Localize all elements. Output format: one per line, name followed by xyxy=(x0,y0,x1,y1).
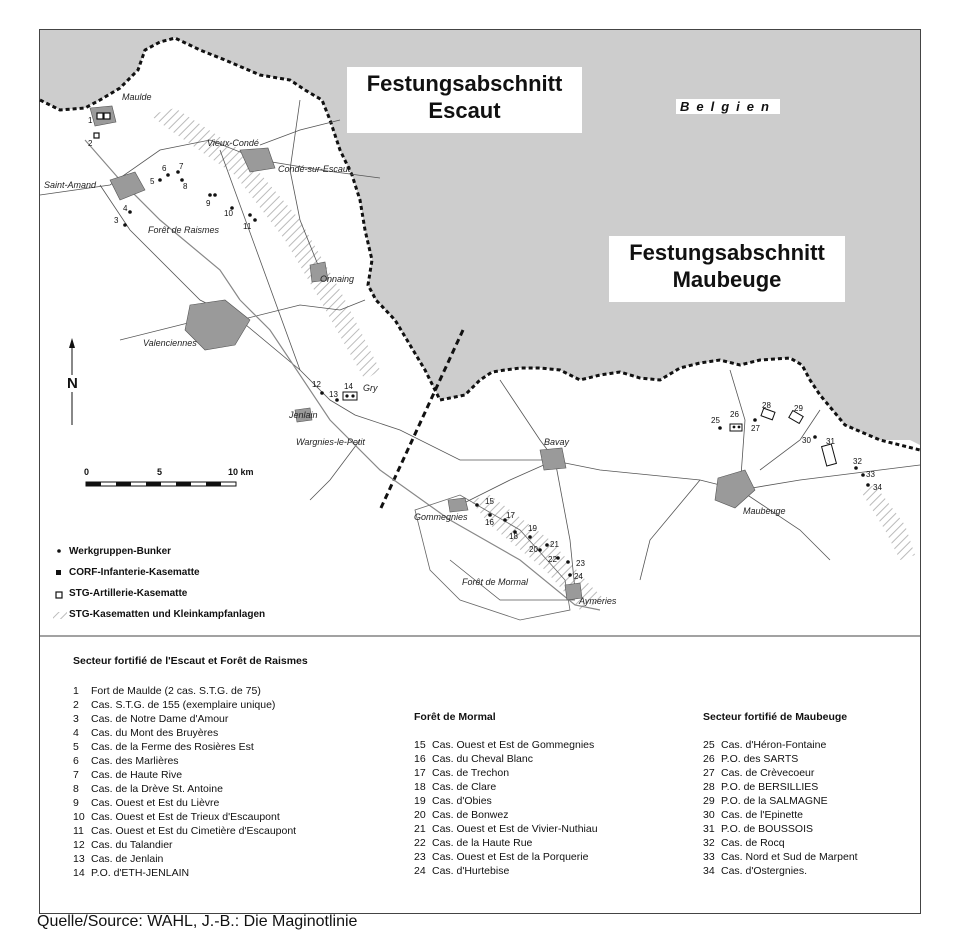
list-item-text: Cas. de Crèvecoeur xyxy=(721,767,815,779)
list-item-number: 9 xyxy=(73,797,79,809)
map-number: 2 xyxy=(88,139,93,148)
map-number: 24 xyxy=(574,572,583,581)
list-item-text: P.O. de la SALMAGNE xyxy=(721,795,828,807)
map-number: 27 xyxy=(751,424,760,433)
list-item-text: Cas. de la Drève St. Antoine xyxy=(91,783,223,795)
list-item-text: Cas. de Trechon xyxy=(432,767,510,779)
town-conde: Condé-sur-Escaut xyxy=(278,164,351,174)
map-number: 5 xyxy=(150,177,155,186)
source-caption: Quelle/Source: WAHL, J.-B.: Die Maginotlinie xyxy=(37,913,358,930)
map-number: 33 xyxy=(866,470,875,479)
list-item-text: Cas. du Mont des Bruyères xyxy=(91,727,219,739)
list-mormal-head: Forêt de Mormal xyxy=(414,711,496,723)
town-maulde: Maulde xyxy=(122,92,152,102)
legend xyxy=(49,541,265,625)
legend-row xyxy=(49,604,265,625)
list-item xyxy=(703,822,858,836)
list-item-text: Fort de Maulde (2 cas. S.T.G. de 75) xyxy=(91,685,261,697)
list-item-number: 6 xyxy=(73,755,79,767)
list-item-number: 20 xyxy=(414,809,426,821)
map-number: 26 xyxy=(730,410,739,419)
map-number: 29 xyxy=(794,404,803,413)
title-maubeuge xyxy=(609,236,845,302)
list-item-text: Cas. de Jenlain xyxy=(91,853,164,865)
list-item-number: 14 xyxy=(73,867,85,879)
list-maubeuge xyxy=(703,710,858,878)
title-escaut-line1: Festungsabschnitt xyxy=(366,71,563,96)
list-item xyxy=(73,866,308,880)
list-item-text: Cas. d'Héron-Fontaine xyxy=(721,739,827,751)
map-number: 28 xyxy=(762,401,771,410)
list-item xyxy=(414,808,598,822)
list-item xyxy=(73,782,308,796)
list-item xyxy=(73,852,308,866)
map-number: 32 xyxy=(853,457,862,466)
list-item-number: 29 xyxy=(703,795,715,807)
list-item-text: Cas. des Marlières xyxy=(91,755,179,767)
legend-row xyxy=(49,541,265,562)
map-number: 15 xyxy=(485,497,494,506)
map-number: 30 xyxy=(802,436,811,445)
list-item xyxy=(414,850,598,864)
town-bavay: Bavay xyxy=(544,437,570,447)
title-maubeuge-line2: Maubeuge xyxy=(672,267,782,292)
legend-row xyxy=(49,583,265,604)
map-number: 14 xyxy=(344,382,353,391)
list-item-text: Cas. Ouest et Est de la Porquerie xyxy=(432,851,589,863)
list-item-number: 22 xyxy=(414,837,426,849)
list-item xyxy=(414,738,598,752)
list-item xyxy=(73,740,308,754)
list-item-text: Cas. d'Obies xyxy=(432,795,492,807)
map-number: 13 xyxy=(329,390,338,399)
map-number: 4 xyxy=(123,204,128,213)
map-number: 22 xyxy=(548,555,557,564)
list-item xyxy=(703,752,858,766)
list-item-number: 3 xyxy=(73,713,79,725)
list-item-number: 26 xyxy=(703,753,715,765)
list-item-text: Cas. Ouest et Est du Lièvre xyxy=(91,797,220,809)
list-item-text: Cas. du Cheval Blanc xyxy=(432,753,533,765)
map-number: 6 xyxy=(162,164,167,173)
list-item xyxy=(73,684,308,698)
list-item xyxy=(414,822,598,836)
town-foret-raismes: Forêt de Raismes xyxy=(148,225,220,235)
map-number: 18 xyxy=(509,532,518,541)
town-foret-mormal: Forêt de Mormal xyxy=(462,577,529,587)
list-item-text: Cas. Ouest et Est du Cimetière d'Escaupont xyxy=(91,825,297,837)
map-number: 12 xyxy=(312,380,321,389)
town-jenlain: Jenlain xyxy=(289,410,318,420)
list-item-text: Cas. Ouest et Est de Vivier-Nuthiau xyxy=(432,823,598,835)
list-mormal-items xyxy=(414,738,598,878)
list-item-number: 5 xyxy=(73,741,79,753)
list-item-text: P.O. de BERSILLIES xyxy=(721,781,819,793)
list-item xyxy=(703,836,858,850)
map-number: 3 xyxy=(114,216,119,225)
map-number: 9 xyxy=(206,199,211,208)
town-saint-amand: Saint-Amand xyxy=(44,180,97,190)
town-onnaing: Onnaing xyxy=(320,274,355,284)
map-number: 7 xyxy=(179,162,184,171)
legend-stg-artillerie: STG-Artillerie-Kasematte xyxy=(69,588,188,599)
north-arrow-head xyxy=(69,338,75,348)
list-item-number: 32 xyxy=(703,837,715,849)
list-item-number: 10 xyxy=(73,811,85,823)
list-item xyxy=(414,864,598,878)
list-item-number: 11 xyxy=(73,825,84,837)
legend-werkgruppen: Werkgruppen-Bunker xyxy=(69,546,172,557)
list-item xyxy=(73,796,308,810)
list-item-number: 24 xyxy=(414,865,426,877)
legend-stg-kasematten: STG-Kasematten und Kleinkampfanlagen xyxy=(69,609,266,620)
title-escaut-line2: Escaut xyxy=(428,98,501,123)
list-item-number: 27 xyxy=(703,767,715,779)
list-mormal xyxy=(414,710,598,878)
list-item-number: 31 xyxy=(703,823,715,835)
list-item xyxy=(703,794,858,808)
town-aymeries: Aymeries xyxy=(579,596,617,606)
list-item-number: 25 xyxy=(703,739,715,751)
north-label: N xyxy=(67,375,78,392)
map-number: 23 xyxy=(576,559,585,568)
map-number: 34 xyxy=(873,483,882,492)
town-wargnies: Wargnies-le-Petit xyxy=(296,437,365,447)
legend-corf: CORF-Infanterie-Kasematte xyxy=(69,567,200,578)
list-item-text: Cas. Ouest et Est de Gommegnies xyxy=(432,739,595,751)
list-item xyxy=(73,754,308,768)
list-item-number: 23 xyxy=(414,851,426,863)
list-item-number: 8 xyxy=(73,783,79,795)
list-escaut-head: Secteur fortifié de l'Escaut et Forêt de Raismes xyxy=(73,655,308,667)
list-item-number: 21 xyxy=(414,823,426,835)
list-item-number: 34 xyxy=(703,865,715,877)
list-item xyxy=(73,824,308,838)
list-item xyxy=(73,726,308,740)
list-item-text: Cas. Nord et Sud de Marpent xyxy=(721,851,858,863)
list-item-number: 17 xyxy=(414,767,426,779)
list-item xyxy=(703,850,858,864)
list-item-text: Cas. de Haute Rive xyxy=(91,769,183,781)
list-item xyxy=(73,838,308,852)
list-item-number: 33 xyxy=(703,851,715,863)
list-item xyxy=(414,766,598,780)
map-number: 31 xyxy=(826,437,835,446)
list-item-text: Cas. de la Ferme des Rosières Est xyxy=(91,741,254,753)
list-item-text: Cas. de Rocq xyxy=(721,837,785,849)
list-item-number: 15 xyxy=(414,739,426,751)
scale-bar xyxy=(86,482,236,486)
town-vieux-conde: Vieux-Condé xyxy=(207,138,259,148)
list-item xyxy=(414,780,598,794)
list-item-number: 13 xyxy=(73,853,85,865)
list-item xyxy=(703,808,858,822)
map-number: 25 xyxy=(711,416,720,425)
list-item xyxy=(73,768,308,782)
scale-five: 5 xyxy=(157,467,163,477)
list-escaut-items xyxy=(73,684,308,880)
list-item-number: 12 xyxy=(73,839,85,851)
list-maubeuge-items xyxy=(703,738,858,878)
list-item-text: Cas. de Bonwez xyxy=(432,809,509,821)
title-maubeuge-line1: Festungsabschnitt xyxy=(629,240,825,265)
list-item-number: 19 xyxy=(414,795,426,807)
town-gry: Gry xyxy=(363,383,378,393)
list-item-text: Cas. de Notre Dame d'Amour xyxy=(91,713,229,725)
map-number: 10 xyxy=(224,209,233,218)
map-number: 8 xyxy=(183,182,188,191)
list-item-text: Cas. d'Ostergnies. xyxy=(721,865,808,877)
list-item-number: 28 xyxy=(703,781,715,793)
list-item-text: Cas. Ouest et Est de Trieux d'Escaupont xyxy=(91,811,280,823)
map-number: 20 xyxy=(529,545,538,554)
town-maubeuge: Maubeuge xyxy=(743,506,786,516)
town-valenciennes: Valenciennes xyxy=(143,338,197,348)
label-belgien: Belgien xyxy=(676,99,780,114)
list-item-number: 1 xyxy=(73,685,79,697)
list-item-number: 4 xyxy=(73,727,79,739)
list-item xyxy=(414,794,598,808)
list-item-text: Cas. de l'Epinette xyxy=(721,809,803,821)
map-number: 16 xyxy=(485,518,494,527)
list-item xyxy=(703,780,858,794)
list-item xyxy=(73,810,308,824)
list-item-text: Cas. de la Haute Rue xyxy=(432,837,533,849)
list-item-number: 2 xyxy=(73,699,79,711)
list-item xyxy=(703,738,858,752)
list-item xyxy=(703,766,858,780)
list-maubeuge-head: Secteur fortifié de Maubeuge xyxy=(703,711,848,723)
list-escaut xyxy=(73,654,308,880)
list-item-text: P.O. des SARTS xyxy=(721,753,799,765)
title-escaut xyxy=(347,67,582,133)
list-item xyxy=(73,698,308,712)
map-number: 19 xyxy=(528,524,537,533)
list-item-number: 18 xyxy=(414,781,426,793)
list-item-text: Cas. S.T.G. de 155 (exemplaire unique) xyxy=(91,699,276,711)
list-item-text: Cas. du Talandier xyxy=(91,839,173,851)
list-item-text: Cas. d'Hurtebise xyxy=(432,865,510,877)
list-item-text: P.O. de BOUSSOIS xyxy=(721,823,814,835)
list-item-number: 30 xyxy=(703,809,715,821)
legend-row xyxy=(49,562,265,583)
map-number: 11 xyxy=(243,222,252,231)
list-item-text: Cas. de Clare xyxy=(432,781,497,793)
list-item xyxy=(73,712,308,726)
list-item-text: P.O. d'ETH-JENLAIN xyxy=(91,867,190,879)
scale-ten: 10 km xyxy=(228,467,254,477)
map-number: 21 xyxy=(550,540,559,549)
town-gommegnies: Gommegnies xyxy=(414,512,468,522)
list-item xyxy=(414,836,598,850)
list-item-number: 16 xyxy=(414,753,426,765)
list-item xyxy=(414,752,598,766)
list-item xyxy=(703,864,858,878)
map-number: 17 xyxy=(506,511,515,520)
scale-zero: 0 xyxy=(84,467,90,477)
list-item-number: 7 xyxy=(73,769,79,781)
stg-band-maubeuge xyxy=(860,485,915,560)
map-number: 1 xyxy=(88,116,93,125)
